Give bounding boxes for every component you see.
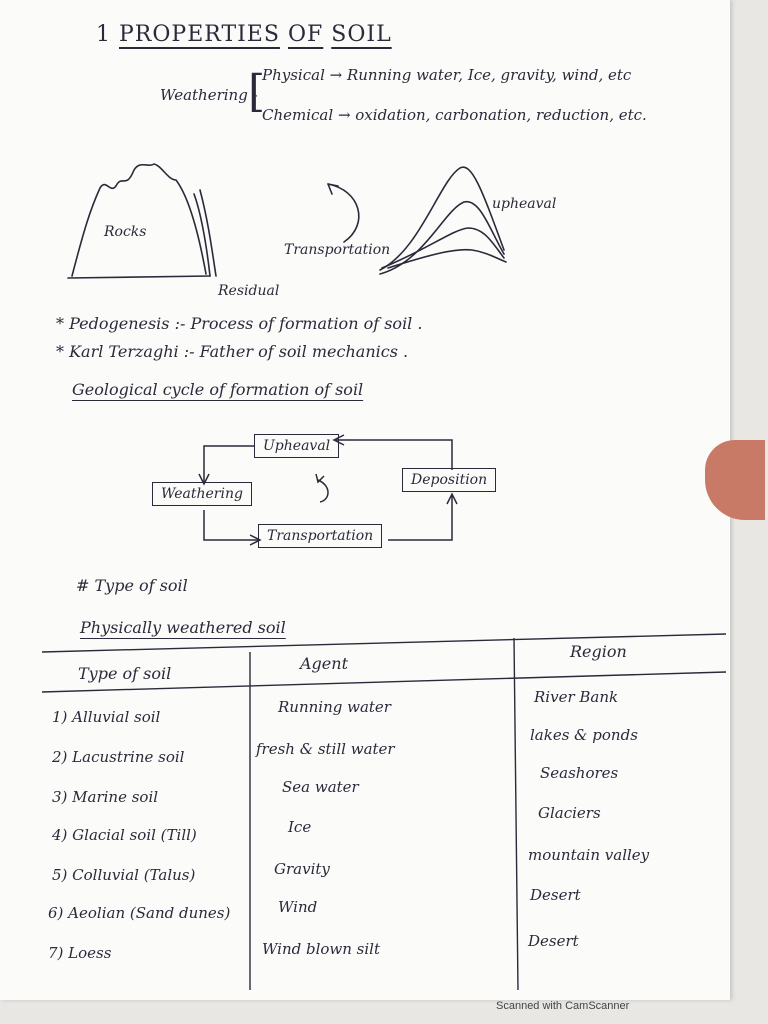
table-header-region: Region xyxy=(570,642,627,661)
water-stream xyxy=(194,194,210,276)
cycle-center-arrow xyxy=(318,480,328,502)
table-cell-type: 6) Aeolian (Sand dunes) xyxy=(48,904,231,922)
table-header-agent: Agent xyxy=(300,654,348,673)
table-cell-region: mountain valley xyxy=(528,846,650,864)
ground-line xyxy=(68,276,210,278)
weathering-chemical: Chemical → oxidation, carbonation, reduction, etc. xyxy=(262,106,647,124)
transport-arrow xyxy=(328,184,359,242)
brace-icon: [ xyxy=(248,66,266,117)
transport-arrowhead xyxy=(328,184,338,194)
table-cell-type: 3) Marine soil xyxy=(52,788,159,806)
cycle-heading: Geological cycle of formation of soil xyxy=(72,380,364,399)
table-cell-agent: fresh & still water xyxy=(256,740,395,758)
table-cell-region: Seashores xyxy=(540,764,619,782)
table-col-divider-2 xyxy=(514,638,518,990)
rock-outline xyxy=(72,164,206,276)
table-cell-agent: Ice xyxy=(288,818,312,836)
weathering-physical: Physical → Running water, Ice, gravity, wind, etc xyxy=(262,66,632,84)
types-subheading: Physically weathered soil xyxy=(80,618,286,637)
arrow-deposition-to-upheaval xyxy=(336,440,452,470)
table-cell-type: 1) Alluvial soil xyxy=(52,708,161,726)
cycle-box-deposition: Deposition xyxy=(402,468,496,492)
table-cell-region: Desert xyxy=(528,932,579,950)
table-cell-type: 4) Glacial soil (Till) xyxy=(52,826,197,844)
table-header-type: Type of soil xyxy=(78,664,172,683)
table-cell-region: lakes & ponds xyxy=(530,726,638,744)
page-title xyxy=(96,22,392,47)
arrow-weathering-to-transportation xyxy=(204,510,258,540)
title-word-of: OF xyxy=(287,22,324,47)
upheaval-layer-4 xyxy=(388,250,506,268)
weathering-label: Weathering - xyxy=(160,86,258,104)
table-cell-agent: Wind xyxy=(278,898,318,916)
cycle-box-transportation: Transportation xyxy=(258,524,382,548)
title-word-properties: PROPERTIES xyxy=(119,22,280,47)
table-cell-agent: Wind blown silt xyxy=(262,940,381,958)
sketch-label-rocks: Rocks xyxy=(104,224,147,240)
table-cell-region: River Bank xyxy=(534,688,619,706)
types-heading: # Type of soil xyxy=(76,576,188,595)
title-number: 1 xyxy=(96,22,111,47)
table-cell-type: 2) Lacustrine soil xyxy=(52,748,185,766)
table-cell-agent: Sea water xyxy=(282,778,359,796)
cycle-box-weathering: Weathering xyxy=(152,482,252,506)
note-pedogenesis: * Pedogenesis :- Process of formation of soil . xyxy=(56,314,423,333)
sketch-label-residual: Residual xyxy=(218,283,280,299)
arrow-transportation-to-deposition xyxy=(388,496,452,540)
table-cell-type: 5) Colluvial (Talus) xyxy=(52,866,196,884)
arrow-upheaval-to-weathering xyxy=(204,446,254,482)
table-cell-agent: Running water xyxy=(278,698,391,716)
upheaval-layer-3 xyxy=(382,228,504,268)
sketch-label-upheaval: upheaval xyxy=(492,196,557,212)
cycle-box-upheaval: Upheaval xyxy=(254,434,339,458)
title-word-soil: SOIL xyxy=(331,22,392,47)
table-cell-type: 7) Loess xyxy=(48,944,112,962)
table-cell-region: Desert xyxy=(530,886,581,904)
sketch-label-transportation: Transportation xyxy=(284,242,391,258)
table-cell-agent: Gravity xyxy=(274,860,330,878)
table-cell-region: Glaciers xyxy=(538,804,601,822)
scanner-watermark: Scanned with CamScanner xyxy=(496,1000,630,1012)
note-terzaghi: * Karl Terzaghi :- Father of soil mechanics . xyxy=(56,342,409,361)
